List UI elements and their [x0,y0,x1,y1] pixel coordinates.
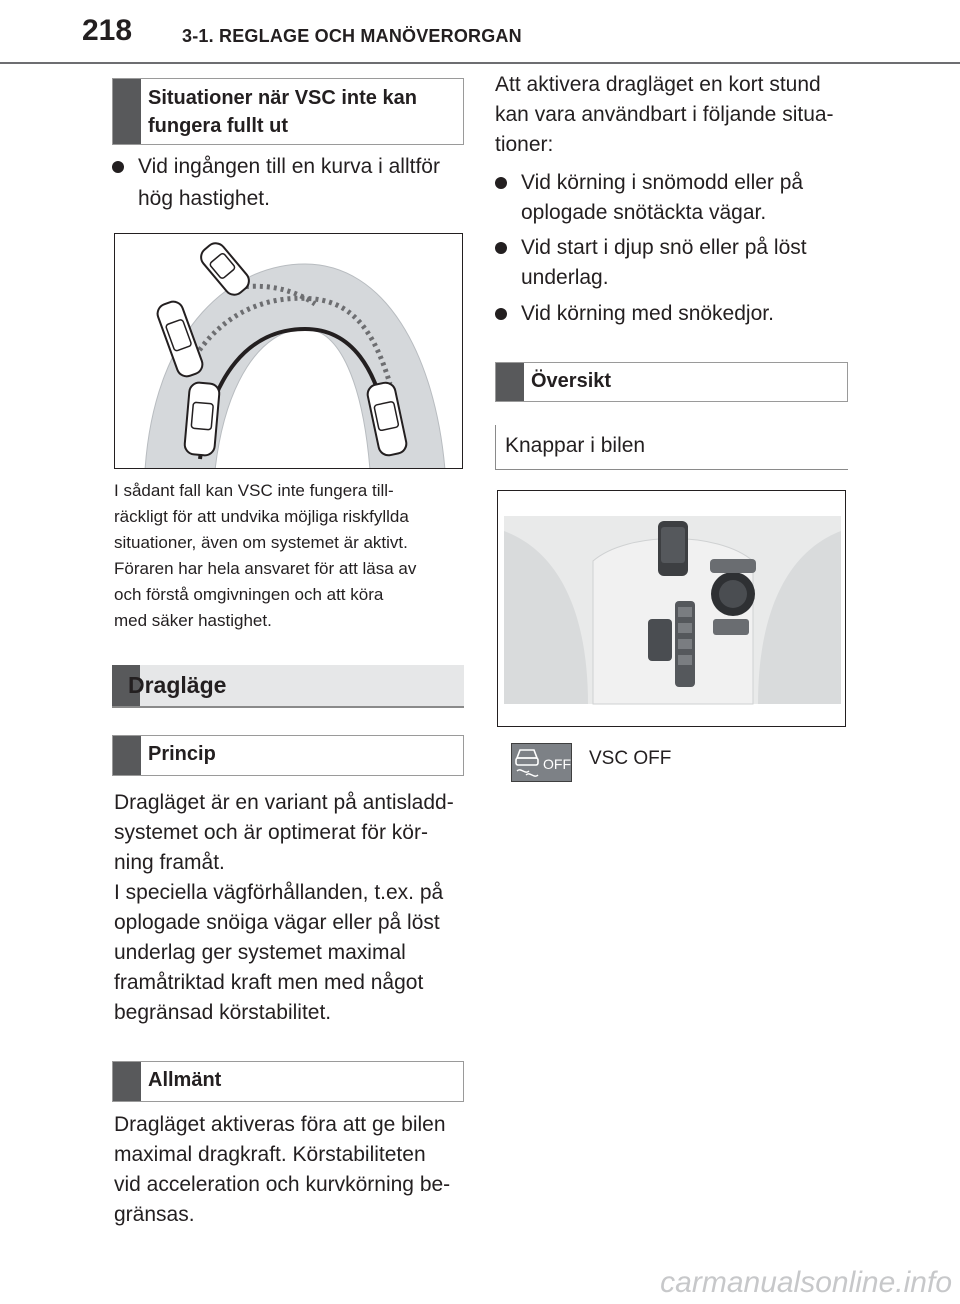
subhead-marker [495,425,496,470]
section-box-princip [112,735,464,776]
text-line: begränsad körstabilitet. [114,1001,332,1024]
bullet-text-line2: hög hastighet. [138,187,270,210]
caption-line: räckligt för att undvika möjliga riskfyllda [114,507,409,526]
chapter-title: 3-1. REGLAGE OCH MANÖVERORGAN [182,26,522,46]
curve-road-diagram [115,234,463,469]
text-line: gränsas. [114,1203,195,1226]
text-line: tioner: [495,133,554,156]
bullet-text-line1: Vid start i djup snö eller på löst [521,236,807,259]
allmant-paragraph [114,1110,474,1230]
curve-illustration [114,233,463,469]
vsc-off-icon [511,743,572,782]
bullet-curve-speed [112,152,472,214]
section-box-bar [113,736,141,775]
text-line: maximal dragkraft. Körstabiliteten [114,1143,426,1166]
caption-line: I sådant fall kan VSC inte fungera till- [114,481,394,500]
caption-line: med säker hastighet. [114,611,272,630]
icon-off-text: OFF [543,756,571,772]
caption-line: situationer, även om systemet är aktivt. [114,533,408,552]
vsc-off-label: VSC OFF [589,748,672,769]
text-line: framåtriktad kraft men med något [114,971,424,994]
bullet-snow-chains [495,299,855,331]
text-line: Dragläget är en variant på antisladd- [114,791,454,814]
text-line: systemet och är optimerat för kör- [114,821,428,844]
bullet-text-line1: Vid ingången till en kurva i alltför [138,155,440,178]
section-heading-text: Dragläge [128,672,227,698]
bullet-dot-icon [112,161,124,173]
vsc-caption [114,478,474,634]
text-line: kan vara användbart i följande situa- [495,103,834,126]
section-box-bar [113,79,141,144]
section-heading-draglage [112,665,464,708]
bullet-text-line1: Vid körning i snömodd eller på [521,171,804,194]
text-line: underlag ger systemet maximal [114,941,406,964]
watermark: carmanualsonline.info [660,1266,952,1299]
bullet-deep-snow [495,233,855,295]
car-icon-left [184,382,220,456]
caption-line: Föraren har hela ansvaret för att läsa av [114,559,417,578]
section-box-title: Princip [148,743,216,765]
text-line: oplogade snöiga vägar eller på löst [114,911,440,934]
header-divider [0,62,960,64]
bullet-dot-icon [495,177,507,189]
subhead-buttons-in-car: Knappar i bilen [505,434,646,457]
section-box-allmant [112,1061,464,1102]
parking-brake-icon [648,619,672,661]
text-line: Att aktivera dragläget en kort stund [495,73,821,96]
bullet-dot-icon [495,308,507,320]
section-box-title: Allmänt [148,1069,222,1091]
bullet-dot-icon [495,242,507,254]
section-box-bar [496,363,524,401]
bullet-text-line2: underlag. [521,266,609,289]
bullet-text-line2: oplogade snötäckta vägar. [521,201,767,224]
console-photo [497,490,846,727]
intro-paragraph [495,70,855,160]
section-box-bar [113,1062,141,1101]
bullet-text-line1: Vid körning med snökedjor. [521,302,774,325]
car-icon-top [197,239,253,299]
text-line: vid acceleration och kurvkörning be- [114,1173,451,1196]
section-box-vsc-limits [112,78,464,145]
text-line: ning framåt. [114,851,225,874]
page-number: 218 [82,14,133,47]
section-box-oversikt [495,362,848,402]
princip-paragraph-1 [114,788,474,878]
subhead-divider [495,469,848,470]
text-line: Dragläget aktiveras föra att ge bilen [114,1113,446,1136]
section-box-title: Översikt [531,370,612,392]
princip-paragraph-2 [114,878,474,1028]
caption-line: och förstå omgivningen och att köra [114,585,384,604]
section-box-title-line2: fungera fullt ut [148,115,288,137]
bullet-snow-slush [495,168,855,230]
text-line: I speciella vägförhållanden, t.ex. på [114,881,444,904]
center-console-illustration [498,491,846,727]
section-box-title-line1: Situationer när VSC inte kan [148,87,417,109]
